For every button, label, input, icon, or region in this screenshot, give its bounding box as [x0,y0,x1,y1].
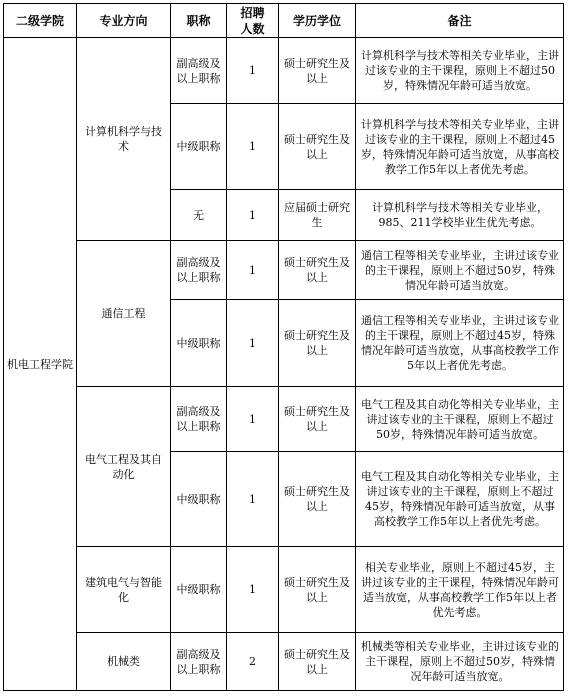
degree-cell [279,452,356,547]
major-cell [77,38,171,241]
table-row [4,38,564,104]
header-college: 二级学院 [4,4,77,38]
degree-cell [279,104,356,190]
count-cell [227,547,279,633]
header-count [227,4,279,38]
notes-cell [356,190,564,241]
degree-cell [279,633,356,691]
title-text: 副高级及以上职称 [176,256,221,284]
count-cell [227,452,279,547]
degree-cell [279,241,356,300]
notes-cell [356,547,564,633]
title-cell [171,38,227,104]
notes-cell [356,300,564,387]
title-cell [171,104,227,190]
count-text: 1 [249,412,256,426]
notes-cell [356,633,564,691]
title-cell [171,300,227,387]
title-text: 无 [193,208,204,222]
count-cell [227,300,279,387]
college-cell [4,38,77,691]
major-cell [77,547,171,633]
degree-text: 硕士研究生及以上 [284,56,350,85]
major-name: 建筑电气与智能化 [85,575,162,604]
notes-text: 通信工程等相关专业毕业，主讲过该专业的主干课程，原则上不超过50岁，特殊情况年龄可适当放宽。 [361,248,559,292]
degree-cell [279,300,356,387]
major-name: 机械类 [107,655,140,668]
count-text: 1 [249,140,256,153]
notes-text: 机械类等相关专业毕业，主讲过该专业的主干课程，原则上不超过50岁，特殊情况年龄可适当放宽。 [361,640,559,683]
notes-text: 计算机科学与技术等相关专业毕业，985、211学校毕业生优先考虑。 [372,201,548,229]
title-cell [171,241,227,300]
header-major: 专业方向 [77,4,171,38]
notes-text: 计算机科学与技术等相关专业毕业，主讲过该专业的主干课程，原则上不超过45岁，特殊情况年龄可适当放宽，从事高校教学工作5年以上者优先考虑。 [361,117,559,176]
title-text: 副高级及以上职称 [176,647,221,676]
table-row [4,633,564,691]
table-row [4,547,564,633]
count-cell [227,387,279,452]
title-text: 中级职称 [176,583,221,596]
count-text: 1 [249,263,256,277]
title-text: 副高级及以上职称 [176,405,221,433]
count-cell [227,38,279,104]
table-row [4,387,564,452]
count-text: 1 [249,208,256,222]
count-text: 1 [249,64,256,77]
degree-text: 硕士研究生及以上 [284,329,350,357]
count-text: 1 [249,492,256,506]
header-degree: 学历学位 [279,4,356,38]
count-text: 1 [249,583,256,596]
degree-cell [279,190,356,241]
notes-text: 计算机科学与技术等相关专业毕业，主讲过该专业的主干课程，原则上不超过50岁，特殊情况年龄可适当放宽。 [361,49,559,92]
degree-cell [279,387,356,452]
degree-text: 硕士研究生及以上 [284,405,350,433]
title-text: 中级职称 [176,140,221,153]
major-name: 计算机科学与技术 [85,125,162,153]
table-row [4,241,564,300]
notes-cell [356,38,564,104]
title-cell [171,452,227,547]
header-row [4,4,564,38]
title-cell [171,190,227,241]
notes-cell [356,104,564,190]
degree-cell [279,547,356,633]
college-name: 机电工程学院 [7,357,73,371]
major-name: 通信工程 [101,307,146,320]
count-text: 1 [249,336,256,350]
notes-cell [356,241,564,300]
title-cell [171,387,227,452]
recruitment-table [3,3,564,691]
count-cell [227,633,279,691]
title-text: 中级职称 [176,492,221,506]
header-notes: 备注 [356,4,564,38]
major-cell [77,633,171,691]
degree-text: 硕士研究生及以上 [284,256,350,284]
notes-cell [356,387,564,452]
major-cell [77,241,171,387]
count-cell [227,104,279,190]
header-title: 职称 [171,4,227,38]
degree-text: 硕士研究生及以上 [284,647,350,676]
notes-text: 通信工程等相关专业毕业，主讲过该专业的主干课程，原则上不超过45岁，特殊情况年龄可适当放宽，从事高校教学工作5年以上者优先考虑。 [361,314,559,372]
degree-text: 应届硕士研究生 [284,201,350,229]
major-cell [77,387,171,547]
count-text: 2 [249,655,256,668]
notes-text: 电气工程及其自动化等相关专业毕业，主讲过该专业的主干课程，原则上不超过50岁，特殊情况年龄可适当放宽。 [361,397,559,441]
degree-cell [279,38,356,104]
count-cell [227,190,279,241]
major-name: 电气工程及其自动化 [85,452,162,481]
degree-text: 硕士研究生及以上 [284,132,350,161]
header-count-line2: 人数 [240,21,265,36]
title-text: 中级职称 [176,336,221,350]
count-cell [227,241,279,300]
title-cell [171,547,227,633]
notes-text: 电气工程及其自动化等相关专业毕业，主讲过该专业的主干课程，原则上不超过45岁，特殊情况年龄可适当放宽，从事高校教学工作5年以上者优先考虑。 [361,470,559,528]
title-text: 副高级及以上职称 [176,56,221,85]
degree-text: 硕士研究生及以上 [284,485,350,513]
notes-text: 相关专业毕业，原则上不超过45岁，主讲过该专业的主干课程，特殊情况年龄可适当放宽，从事高校教学工作5年以上者优先考虑。 [361,560,559,619]
degree-text: 硕士研究生及以上 [284,575,350,604]
notes-cell [356,452,564,547]
title-cell [171,633,227,691]
header-count-line1: 招聘 [240,5,265,20]
